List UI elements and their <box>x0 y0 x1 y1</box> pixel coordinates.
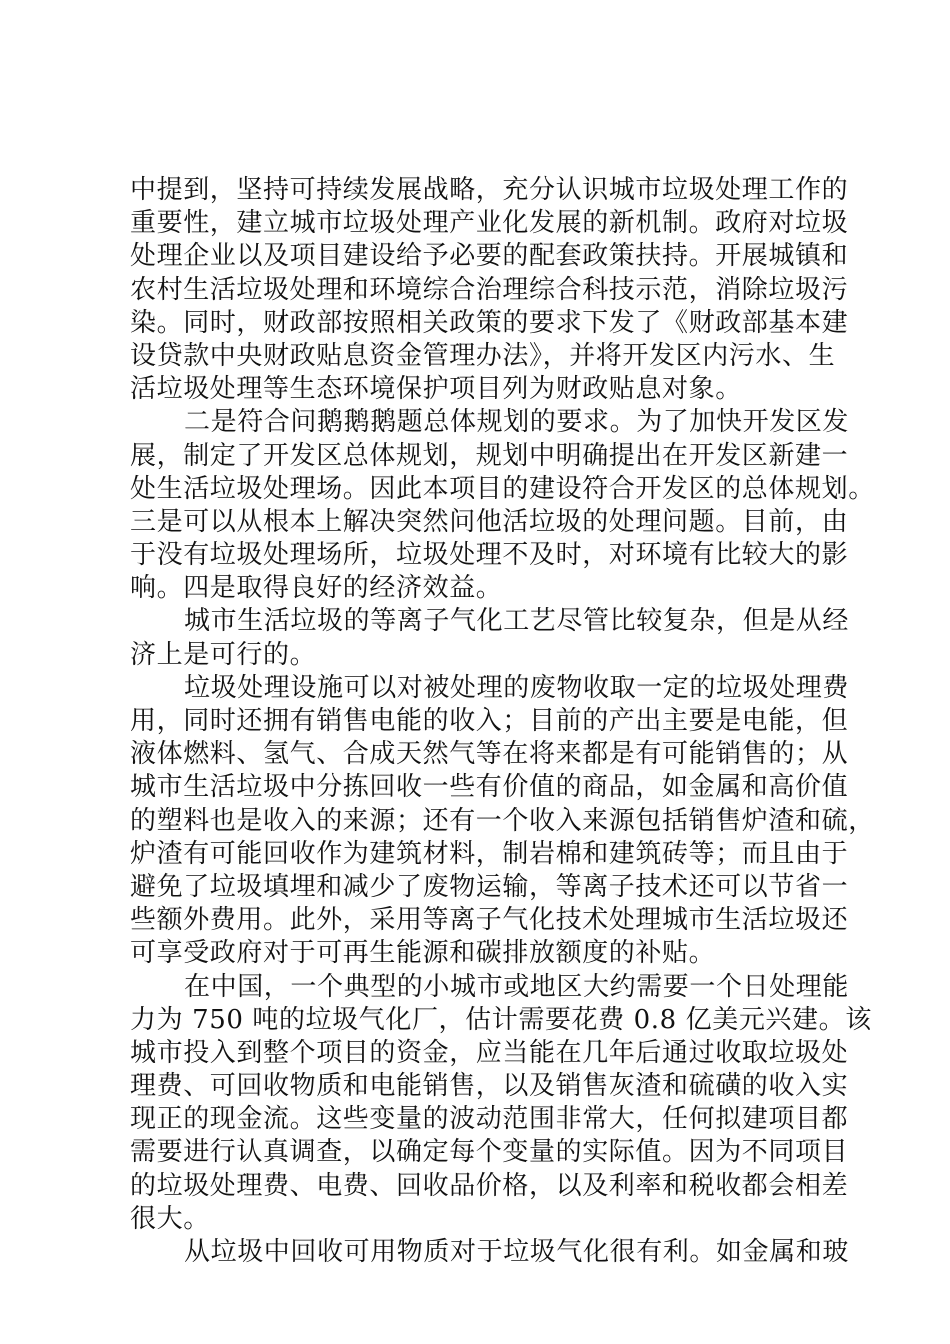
text-line: 农村生活垃圾处理和环境综合治理综合科技示范，消除垃圾污 <box>130 274 849 305</box>
text-line: 设贷款中央财政贴息资金管理办法》，并将开发区内污水、生 <box>130 340 836 371</box>
text-line: 于没有垃圾处理场所，垃圾处理不及时，对环境有比较大的影 <box>130 540 849 571</box>
text-line: 染。同时，财政部按照相关政策的要求下发了《财政部基本建 <box>130 307 849 338</box>
text-line: 的垃圾处理费、电费、回收品价格，以及利率和税收都会相差 <box>130 1170 849 1201</box>
text-line: 城市生活垃圾中分拣回收一些有价值的商品，如金属和高价值 <box>130 772 849 803</box>
text-line: 用，同时还拥有销售电能的收入；目前的产出主要是电能，但 <box>130 706 849 736</box>
text-line: 需要进行认真调查，以确定每个变量的实际值。因为不同项目 <box>130 1137 849 1168</box>
text-line: 的塑料也是收入的来源；还有一个收入来源包括销售炉渣和硫， <box>130 805 875 836</box>
text-line: 些额外费用。此外，采用等离子气化技术处理城市生活垃圾还 <box>130 905 849 936</box>
paragraph-first-line: 在中国，一个典型的小城市或地区大约需要一个日处理能 <box>184 971 850 1002</box>
text-line: 响。四是取得良好的经济效益。 <box>130 573 503 604</box>
text-line: 避免了垃圾填埋和减少了废物运输，等离子技术还可以节省一 <box>130 871 849 902</box>
text-line: 炉渣有可能回收作为建筑材料，制岩棉和建筑砖等；而且由于 <box>130 838 849 869</box>
text-line: 三是可以从根本上解决突然问他活垃圾的处理问题。目前，由 <box>130 506 849 537</box>
text-line: 展，制定了开发区总体规划，规划中明确提出在开发区新建一 <box>130 440 849 471</box>
paragraph-first-line: 城市生活垃圾的等离子气化工艺尽管比较复杂，但是从经 <box>184 606 850 637</box>
text-line: 处理企业以及项目建设给予必要的配套政策扶持。开展城镇和 <box>130 241 849 272</box>
text-line: 重要性，建立城市垃圾处理产业化发展的新机制。政府对垃圾 <box>130 208 849 239</box>
text-line: 处生活垃圾处理场。因此本项目的建设符合开发区的总体规划。 <box>130 473 875 504</box>
text-line: 活垃圾处理等生态环境保护项目列为财政贴息对象。 <box>130 374 742 405</box>
text-line: 济上是可行的。 <box>130 639 317 670</box>
text-line: 力为 750 吨的垃圾气化厂，估计需要花费 0.8 亿美元兴建。该 <box>130 1004 872 1035</box>
text-line: 理费、可回收物质和电能销售，以及销售灰渣和硫磺的收入实 <box>130 1071 849 1102</box>
document-body <box>130 174 875 1269</box>
text-line: 中提到，坚持可持续发展战略，充分认识城市垃圾处理工作的 <box>130 175 849 205</box>
text-line: 可享受政府对于可再生能源和碳排放额度的补贴。 <box>130 938 716 969</box>
paragraph-first-line: 从垃圾中回收可用物质对于垃圾气化很有利。如金属和玻 <box>184 1237 850 1267</box>
paragraph-first-line: 垃圾处理设施可以对被处理的废物收取一定的垃圾处理费 <box>184 672 850 703</box>
text-line: 很大。 <box>130 1203 210 1234</box>
text-line: 现正的现金流。这些变量的波动范围非常大，任何拟建项目都 <box>130 1104 849 1135</box>
paragraph-first-line: 二是符合问鹅鹅鹅题总体规划的要求。为了加快开发区发 <box>184 407 850 438</box>
text-line: 城市投入到整个项目的资金，应当能在几年后通过收取垃圾处 <box>130 1037 849 1068</box>
text-line: 液体燃料、氢气、合成天然气等在将来都是有可能销售的；从 <box>130 739 849 770</box>
